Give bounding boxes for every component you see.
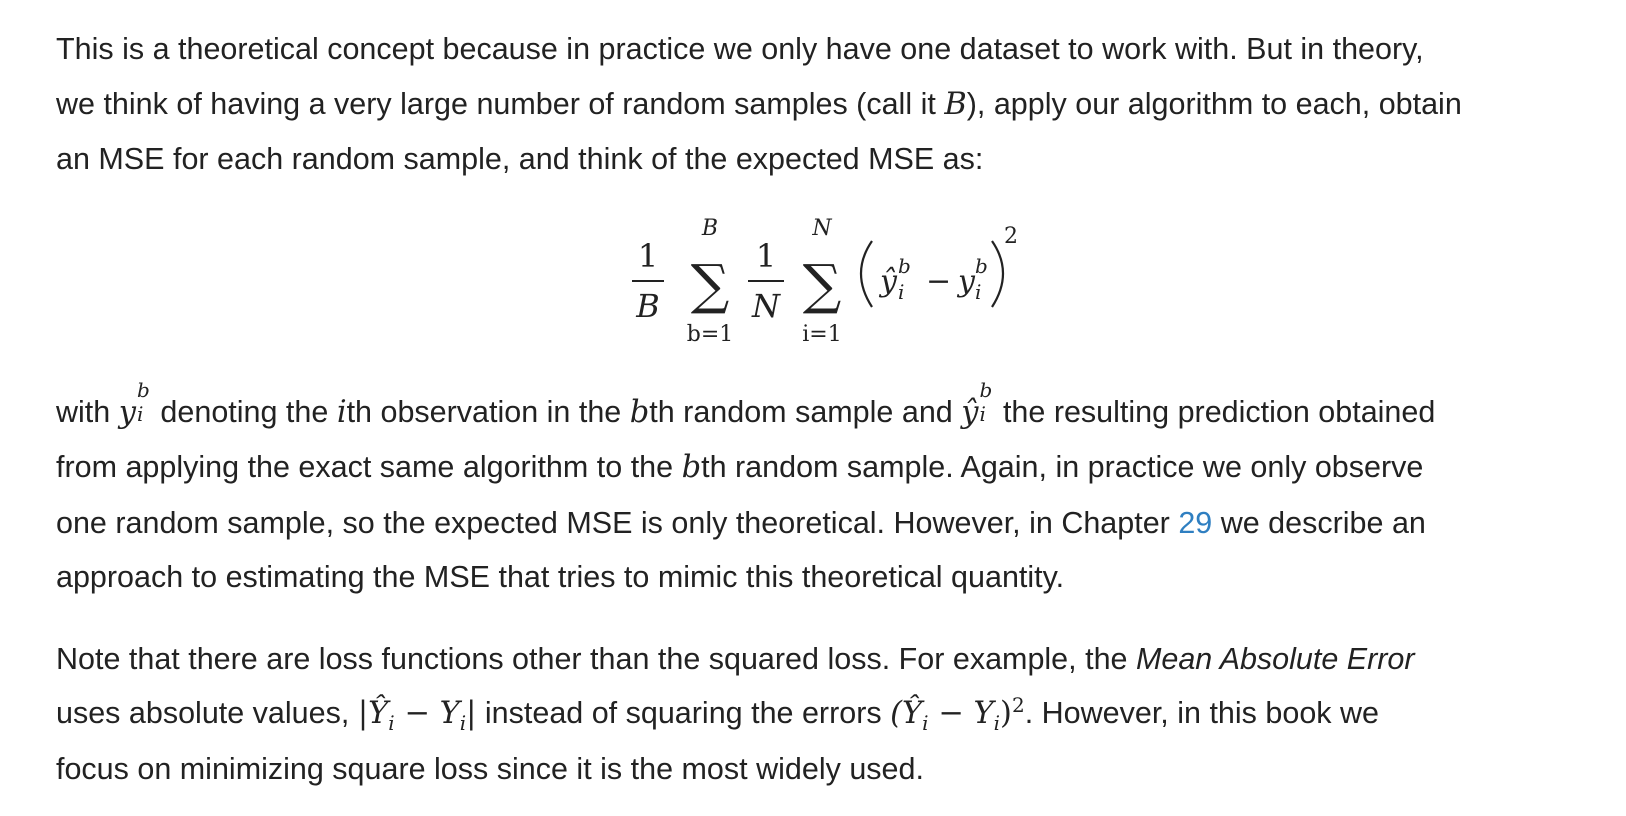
math-sq-open-yhat: (Ŷ [890, 696, 923, 731]
formula-yhat-sup-b: b [898, 253, 911, 278]
math-yhat-sup-b: b [979, 377, 993, 402]
math-var-y: y [118, 394, 136, 430]
chapter-29-link[interactable]: 29 [1178, 505, 1213, 540]
formula-y: y [958, 263, 975, 299]
p1-text-b: we think of having a very large number of random samples (call it [56, 86, 945, 121]
p3-text-e: focus on minimizing square loss since it is the most widely used. [56, 751, 924, 786]
math-sq-Y: Y [973, 696, 994, 731]
formula-one-2: 1 [755, 236, 777, 275]
formula-yhat: ŷ [880, 263, 897, 299]
math-var-i: i [336, 394, 347, 430]
p2-text-h: one random sample, so the expected MSE is only theoretical. However, in Chapter [56, 505, 1179, 540]
p3-text-c: instead of squaring the errors [476, 696, 891, 730]
math-var-b: b [629, 394, 650, 430]
math-var-yhat: ŷ [961, 394, 979, 430]
p1-text-c: ), apply our algorithm to each, obtain [966, 86, 1462, 121]
formula-right-paren [992, 241, 1003, 307]
formula-minus: − [926, 263, 952, 299]
paragraph-2-line-3 [56, 496, 1616, 551]
math-abs-minus: − [394, 696, 440, 731]
p2-text-f: from applying the exact same algorithm to the [56, 450, 682, 484]
math-sq-minus: − [928, 696, 974, 731]
paragraph-1-line-1 [56, 22, 1616, 77]
p2-text-b: denoting the [151, 394, 337, 429]
formula-sum-lower-i: i=1 [802, 321, 842, 347]
formula-svg [628, 207, 1048, 367]
p3-text-b: uses absolute values, [56, 696, 358, 730]
math-sq-sub-i-1: i [922, 711, 929, 736]
p1-text-d: an MSE for each random sample, and think of the expected MSE as: [56, 142, 984, 176]
math-yhat-supsub [978, 377, 994, 426]
p3-text-a: Note that there are loss functions other than the squared loss. For example, the [56, 641, 1136, 676]
article-content [56, 22, 1616, 796]
math-abs-sub-i-1: i [388, 711, 395, 736]
math-sq-sub-i-2: i [993, 711, 1001, 736]
formula-yhat-sub-i: i [898, 279, 905, 304]
math-abs-open-yhat: |Ŷ [357, 696, 389, 731]
paragraph-2-line-1 [56, 377, 1616, 441]
formula-y-sub-i: i [975, 279, 982, 304]
math-y-sub-i: i [136, 401, 144, 426]
formula-sum-lower-b: b=1 [686, 321, 734, 347]
mean-absolute-error-emphasis: Mean Absolute Error [1135, 641, 1415, 676]
formula-one-1: 1 [637, 236, 659, 275]
math-var-B: B [944, 86, 967, 122]
formula-sigma-2: ∑ [802, 252, 842, 316]
formula-y-sup-b: b [975, 253, 988, 278]
p2-text-e: the resulting prediction obtained [994, 394, 1436, 429]
formula-B-denominator: B [636, 286, 660, 325]
math-y-sup-b: b [136, 377, 150, 402]
math-abs-sub-i-2: i [459, 711, 467, 736]
paragraph-1-line-2 [56, 77, 1616, 133]
p3-text-d: . However, in this book we [1024, 696, 1379, 730]
paragraph-2-line-4 [56, 550, 1616, 605]
formula-power-2: 2 [1004, 223, 1018, 249]
formula-sum-upper-N: N [812, 215, 832, 241]
p2-text-d: th random sample and [649, 394, 962, 429]
formula-left-paren [861, 241, 872, 307]
paragraph-3-line-3 [56, 742, 1616, 797]
paragraph-1-line-3 [56, 132, 1616, 187]
expected-mse-formula [56, 203, 1616, 371]
math-yhat-sub-i: i [979, 401, 986, 426]
math-y-supsub [136, 377, 152, 426]
math-sq-power: 2 [1011, 692, 1025, 717]
p1-text-a: This is a theoretical concept because in practice we only have one dataset to work with. But in theory, [56, 32, 1424, 66]
p2-text-i: we describe an [1212, 505, 1426, 540]
p2-text-c: th observation in the [346, 394, 630, 429]
math-var-b2: b [681, 450, 702, 485]
p2-text-a: with [56, 394, 119, 429]
formula-sigma-1: ∑ [690, 252, 730, 316]
p2-text-g: th random sample. Again, in practice we only observe [701, 450, 1424, 484]
p2-text-j: approach to estimating the MSE that tries to mimic this theoretical quantity. [56, 560, 1065, 594]
paragraph-3-line-1 [56, 632, 1616, 687]
formula-sum-upper-B: B [701, 215, 719, 241]
math-sq-close: ) [1000, 696, 1012, 731]
math-abs-close: | [466, 696, 477, 731]
formula-N-denominator: N [752, 286, 780, 325]
paragraph-3-line-2 [56, 686, 1616, 742]
paragraph-2-line-2 [56, 440, 1616, 496]
math-abs-Y: Y [439, 696, 460, 731]
